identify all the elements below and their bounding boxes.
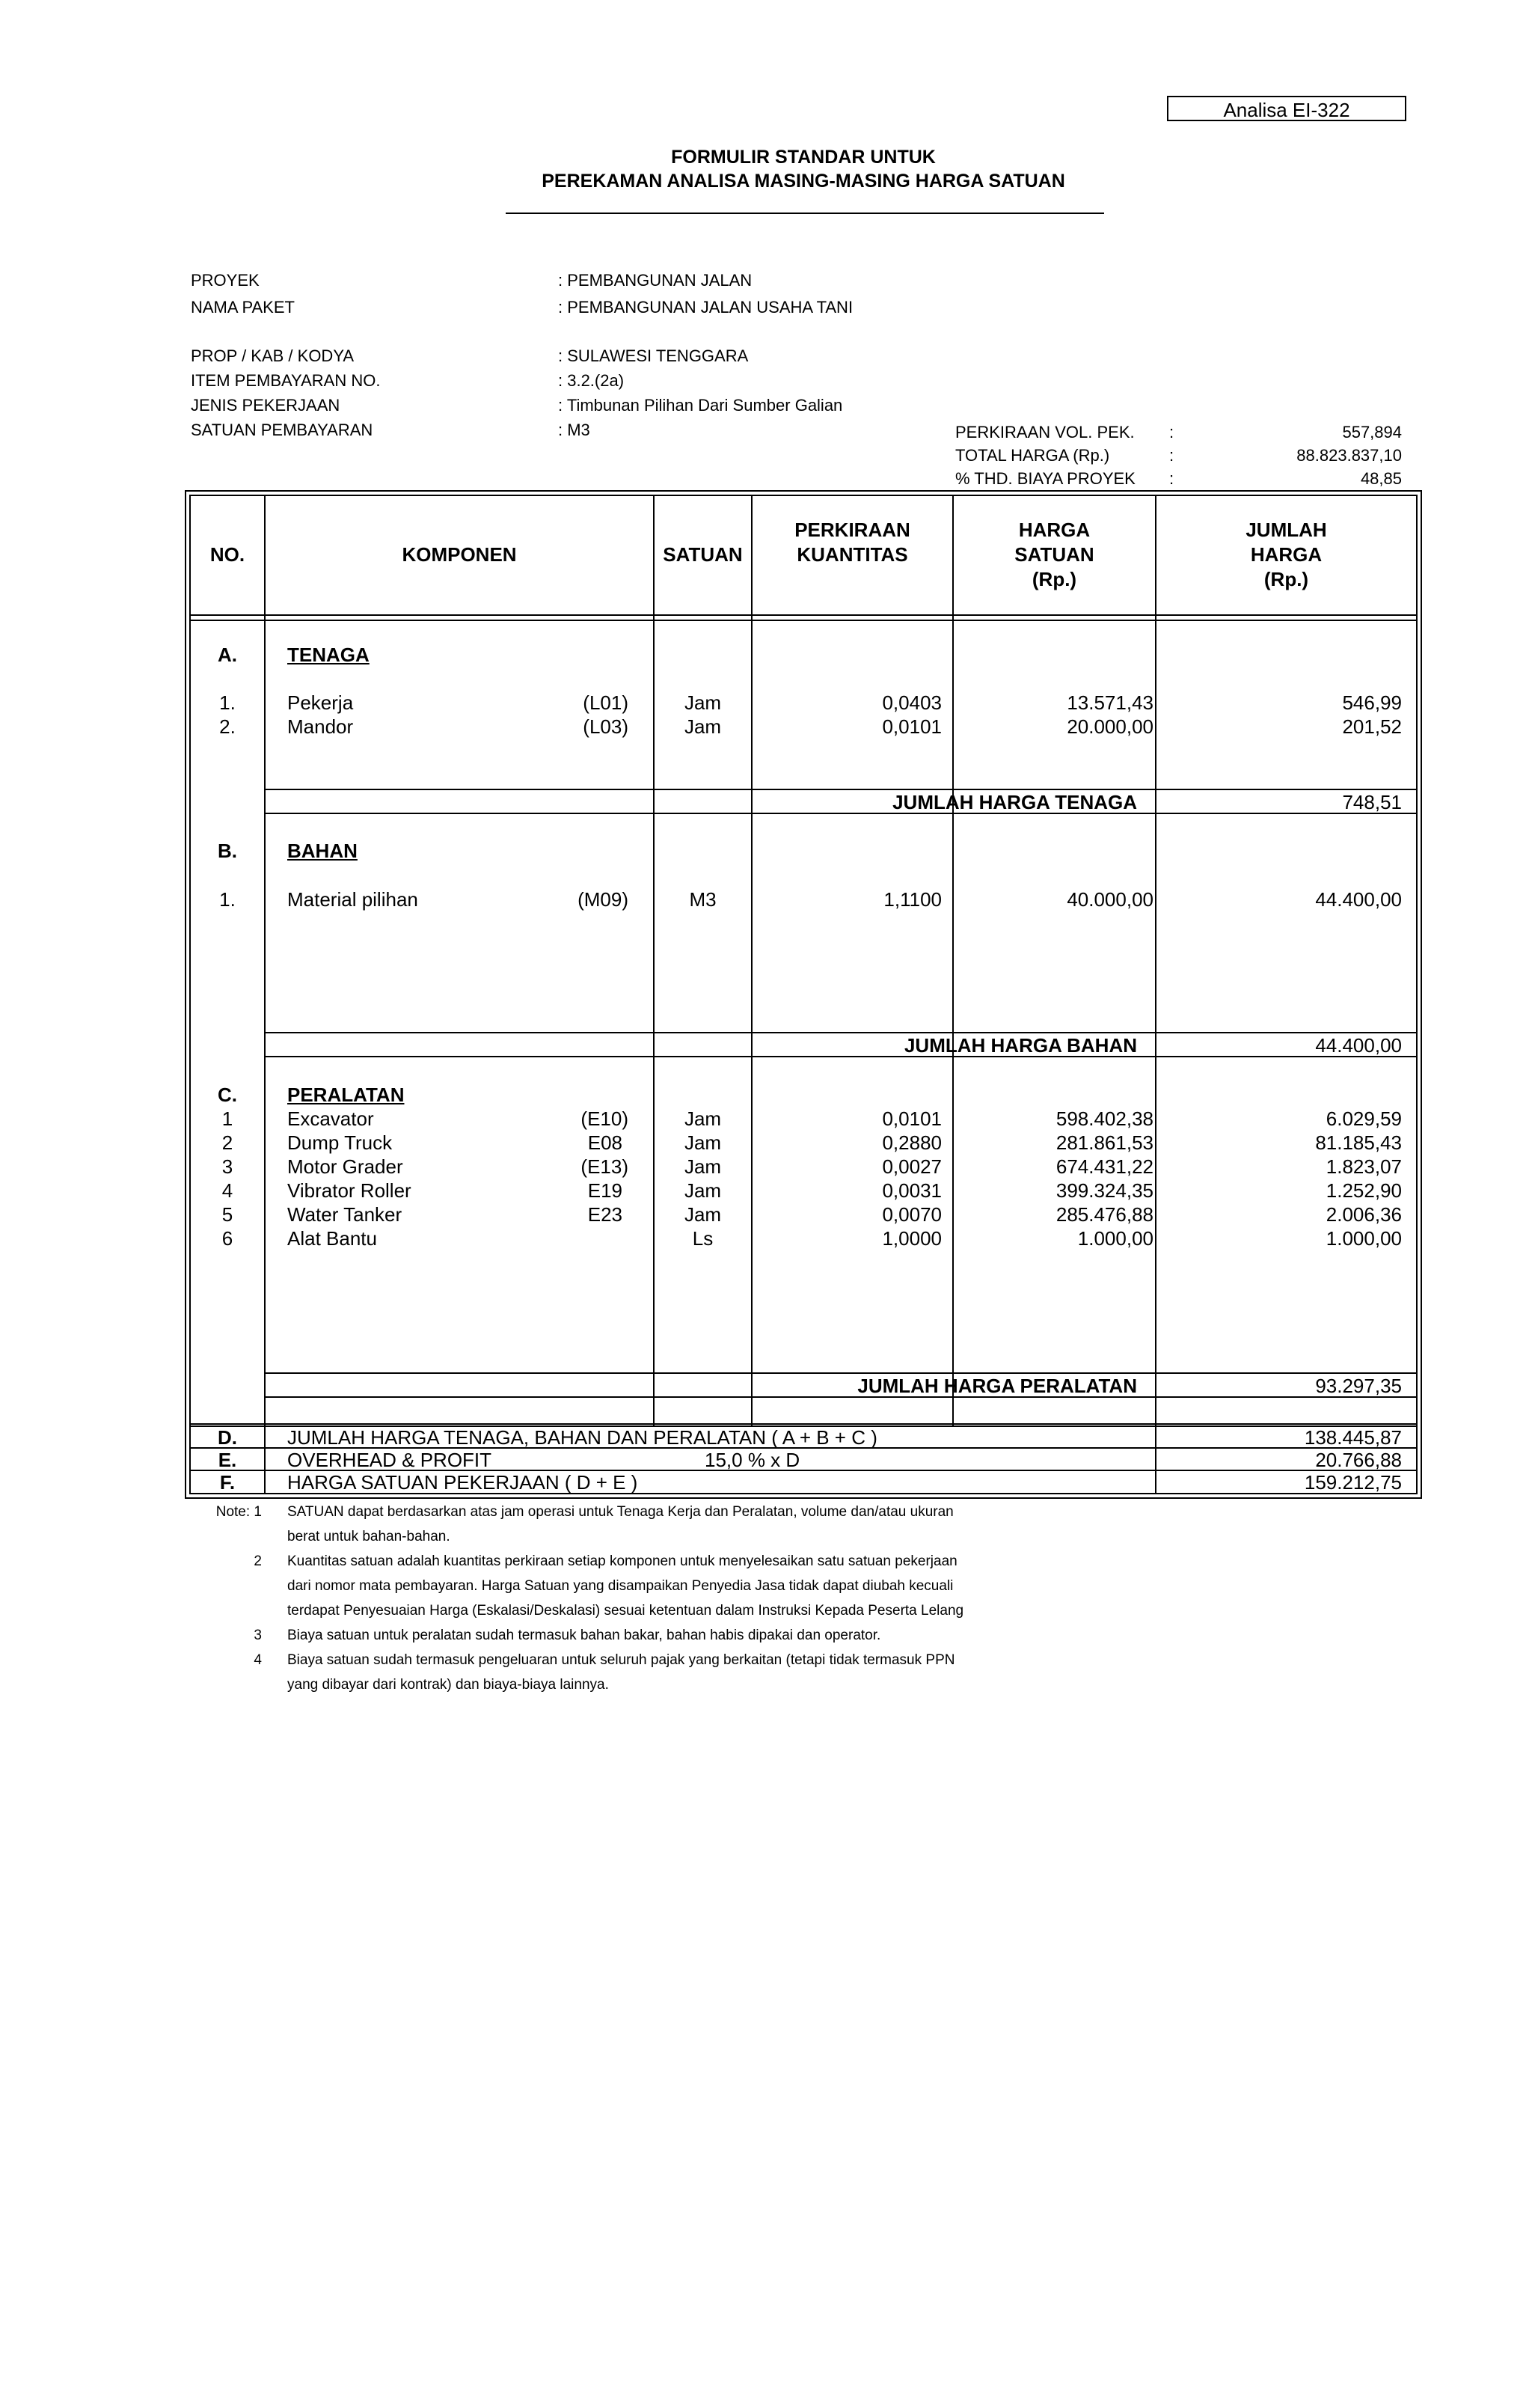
row-price: 281.861,53 xyxy=(1055,1131,1153,1154)
row-code: (L03) xyxy=(583,715,628,738)
row-code: (E13) xyxy=(580,1155,628,1178)
jenis-label: JENIS PEKERJAAN xyxy=(191,396,340,415)
row-unit: Jam xyxy=(684,1131,722,1154)
row-total: 201,52 xyxy=(1342,715,1402,738)
pct-value: 48,85 xyxy=(1360,469,1402,488)
proyek-value: : PEMBANGUNAN JALAN xyxy=(558,271,753,290)
col-satuan-header: SATUAN xyxy=(663,543,743,566)
summary-d-value: 138.445,87 xyxy=(1304,1426,1402,1449)
row-unit: Jam xyxy=(684,1203,722,1226)
vol-value: 557,894 xyxy=(1342,423,1402,441)
row-code: (E10) xyxy=(580,1107,628,1130)
col-jumlah-header-1: JUMLAH xyxy=(1245,519,1327,541)
row-unit: Ls xyxy=(692,1227,714,1250)
row-price: 285.476,88 xyxy=(1055,1203,1153,1226)
col-kuantitas-header-2: KUANTITAS xyxy=(797,543,908,566)
summary-e-label: OVERHEAD & PROFIT xyxy=(287,1449,492,1471)
note-4-number: 4 xyxy=(254,1652,262,1668)
row-unit: Jam xyxy=(684,1107,722,1130)
item-value: : 3.2.(2a) xyxy=(558,371,625,390)
row-qty: 1,1100 xyxy=(883,888,942,911)
col-harga-header-2: SATUAN xyxy=(1014,543,1094,566)
row-no: 2 xyxy=(221,1131,233,1154)
row-qty: 1,0000 xyxy=(882,1227,942,1250)
note-2-line2: dari nomor mata pembayaran. Harga Satuan yang disampaikan Penyedia Jasa tidak dapat diubah kecuali xyxy=(287,1578,954,1594)
item-label: ITEM PEMBAYARAN NO. xyxy=(191,371,381,390)
row-unit: Jam xyxy=(684,691,722,714)
note-1-line1: SATUAN dapat berdasarkan atas jam operasi untuk Tenaga Kerja dan Peralatan, volume dan/atau ukuran xyxy=(287,1504,954,1520)
note-2-line1: Kuantitas satuan adalah kuantitas perkiraan setiap komponen untuk menyelesaikan satu satuan pekerjaan xyxy=(287,1553,958,1569)
subtotal-tenaga-label: JUMLAH HARGA TENAGA xyxy=(892,791,1137,813)
row-no: 2. xyxy=(219,715,236,738)
row-total: 6.029,59 xyxy=(1326,1107,1402,1130)
row-unit: Jam xyxy=(684,1179,722,1202)
row-unit: Jam xyxy=(684,715,722,738)
note-1-line2: berat untuk bahan-bahan. xyxy=(287,1529,450,1544)
row-qty: 0,0101 xyxy=(882,715,942,738)
col-no-header: NO. xyxy=(209,543,245,566)
col-jumlah-header-3: (Rp.) xyxy=(1263,568,1309,590)
row-name: Vibrator Roller xyxy=(287,1179,411,1202)
summary-f-no: F. xyxy=(219,1471,236,1494)
row-qty: 0,0101 xyxy=(882,1107,942,1130)
prop-value: : SULAWESI TENGGARA xyxy=(558,346,749,365)
row-name: Mandor xyxy=(287,715,354,738)
row-price: 598.402,38 xyxy=(1055,1107,1153,1130)
row-qty: 0,0031 xyxy=(882,1179,942,1202)
proyek-label: PROYEK xyxy=(191,271,260,290)
row-qty: 0,0070 xyxy=(882,1203,942,1226)
section-c-no: C. xyxy=(218,1084,237,1106)
row-no: 5 xyxy=(221,1203,233,1226)
row-price: 399.324,35 xyxy=(1055,1179,1153,1202)
row-total: 546,99 xyxy=(1342,691,1402,714)
satuan-value: : M3 xyxy=(558,421,590,439)
vol-colon: : xyxy=(1169,423,1174,441)
note-1-number: Note: 1 xyxy=(215,1504,262,1520)
summary-d-no: D. xyxy=(218,1426,237,1449)
row-total: 1.000,00 xyxy=(1326,1227,1402,1250)
row-total: 1.823,07 xyxy=(1326,1155,1402,1178)
note-4-line1: Biaya satuan sudah termasuk pengeluaran untuk seluruh pajak yang berkaitan (tetapi tidak termasuk PPN xyxy=(287,1652,955,1668)
row-price: 20.000,00 xyxy=(1067,715,1153,738)
row-no: 4 xyxy=(221,1179,233,1202)
row-total: 1.252,90 xyxy=(1326,1179,1402,1202)
row-name: Excavator xyxy=(287,1107,374,1130)
analysis-code-box: Analisa EI-322 xyxy=(1167,96,1406,121)
row-total: 44.400,00 xyxy=(1315,888,1402,911)
row-code: E23 xyxy=(587,1203,622,1226)
vol-label: PERKIRAAN VOL. PEK. xyxy=(955,423,1135,441)
row-name: Alat Bantu xyxy=(287,1227,377,1250)
total-label: TOTAL HARGA (Rp.) xyxy=(955,446,1110,465)
row-price: 674.431,22 xyxy=(1055,1155,1153,1178)
section-a-title: TENAGA xyxy=(287,644,370,666)
row-unit: M3 xyxy=(689,888,717,911)
note-2-number: 2 xyxy=(254,1553,262,1569)
paket-value: : PEMBANGUNAN JALAN USAHA TANI xyxy=(558,298,854,317)
subtotal-bahan-value: 44.400,00 xyxy=(1315,1034,1402,1057)
note-4-line2: yang dibayar dari kontrak) dan biaya-biaya lainnya. xyxy=(287,1677,609,1693)
row-price: 13.571,43 xyxy=(1067,691,1153,714)
row-price: 1.000,00 xyxy=(1077,1227,1153,1250)
jenis-value: : Timbunan Pilihan Dari Sumber Galian xyxy=(558,396,843,415)
form-title-line1: FORMULIR STANDAR UNTUK xyxy=(671,147,936,168)
paket-label: NAMA PAKET xyxy=(191,298,295,317)
section-c-title: PERALATAN xyxy=(287,1084,405,1106)
prop-label: PROP / KAB / KODYA xyxy=(191,346,355,365)
row-no: 1. xyxy=(219,691,236,714)
row-price: 40.000,00 xyxy=(1067,888,1153,911)
summary-e-no: E. xyxy=(218,1449,237,1471)
note-3-line1: Biaya satuan untuk peralatan sudah termasuk bahan bakar, bahan habis dipakai dan operator. xyxy=(287,1628,881,1643)
form-title-line2: PEREKAMAN ANALISA MASING-MASING HARGA SATUAN xyxy=(542,171,1065,192)
row-code: E19 xyxy=(587,1179,622,1202)
summary-f-label: HARGA SATUAN PEKERJAAN ( D + E ) xyxy=(287,1471,638,1494)
col-harga-header-3: (Rp.) xyxy=(1032,568,1077,590)
row-code: (L01) xyxy=(583,691,628,714)
row-code: E08 xyxy=(587,1131,622,1154)
row-name: Water Tanker xyxy=(287,1203,402,1226)
subtotal-tenaga-value: 748,51 xyxy=(1342,791,1402,813)
row-name: Material pilihan xyxy=(287,888,418,911)
pct-colon: : xyxy=(1169,469,1174,488)
section-b-title: BAHAN xyxy=(287,840,358,862)
summary-e-formula: 15,0 % x D xyxy=(705,1449,800,1471)
note-2-line3: terdapat Penyesuaian Harga (Eskalasi/Deskalasi) sesuai ketentuan dalam Instruksi Kepada Peserta Lelang xyxy=(287,1603,964,1619)
satuan-label: SATUAN PEMBAYARAN xyxy=(191,421,373,439)
row-total: 2.006,36 xyxy=(1326,1203,1402,1226)
col-harga-header-1: HARGA xyxy=(1018,519,1091,541)
row-code: (M09) xyxy=(577,888,628,911)
col-jumlah-header-2: HARGA xyxy=(1250,543,1323,566)
row-no: 3 xyxy=(221,1155,233,1178)
subtotal-bahan-label: JUMLAH HARGA BAHAN xyxy=(904,1034,1137,1057)
summary-f-value: 159.212,75 xyxy=(1304,1471,1402,1494)
total-colon: : xyxy=(1169,446,1174,465)
row-name: Pekerja xyxy=(287,691,354,714)
row-name: Motor Grader xyxy=(287,1155,403,1178)
row-total: 81.185,43 xyxy=(1315,1131,1402,1154)
summary-e-value: 20.766,88 xyxy=(1315,1449,1402,1471)
total-value: 88.823.837,10 xyxy=(1296,446,1402,465)
row-qty: 0,0027 xyxy=(882,1155,942,1178)
row-no: 6 xyxy=(221,1227,233,1250)
subtotal-peralatan-value: 93.297,35 xyxy=(1315,1375,1402,1397)
col-kuantitas-header-1: PERKIRAAN xyxy=(794,519,910,541)
row-unit: Jam xyxy=(684,1155,722,1178)
note-3-number: 3 xyxy=(254,1628,262,1643)
pct-label: % THD. BIAYA PROYEK xyxy=(955,469,1136,488)
row-no: 1. xyxy=(219,888,236,911)
row-name: Dump Truck xyxy=(287,1131,393,1154)
section-b-no: B. xyxy=(218,840,237,862)
row-qty: 0,0403 xyxy=(882,691,942,714)
subtotal-peralatan-label: JUMLAH HARGA PERALATAN xyxy=(857,1375,1137,1397)
section-a-no: A. xyxy=(218,644,237,666)
col-komponen-header: KOMPONEN xyxy=(402,543,517,566)
row-qty: 0,2880 xyxy=(882,1131,942,1154)
summary-d-label: JUMLAH HARGA TENAGA, BAHAN DAN PERALATAN ( A + B + C ) xyxy=(287,1426,877,1449)
row-no: 1 xyxy=(221,1107,233,1130)
